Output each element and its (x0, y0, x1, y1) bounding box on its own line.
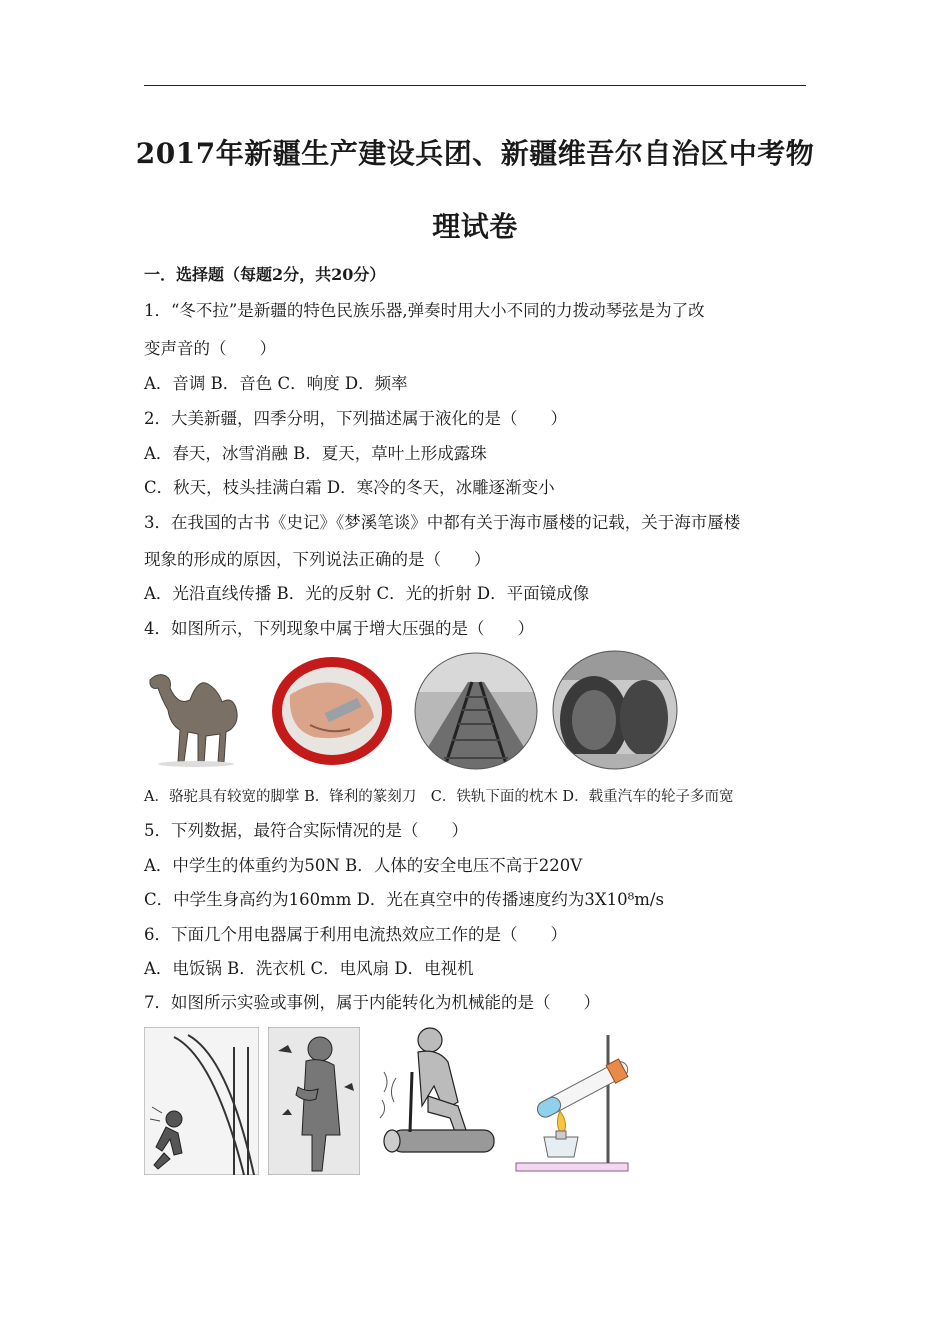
q6-options: A．电饭锅 B．洗衣机 C．电风扇 D．电视机 (144, 959, 474, 978)
section-heading: 一．选择题（每题2分，共20分） (144, 265, 386, 284)
fire-drilling-illustration-icon (372, 1022, 502, 1174)
test-tube-heating-illustration-icon (512, 1025, 634, 1175)
camel-photo-icon (144, 660, 248, 770)
q6-stem: 6．下面几个用电器属于利用电流热效应工作的是（ ） (144, 925, 567, 944)
railway-track-photo-icon (414, 652, 538, 770)
q4-stem: 4．如图所示，下列现象中属于增大压强的是（ ） (144, 619, 534, 638)
q1-stem-line2: 变声音的（ ） (144, 339, 276, 358)
q2-options-line2: C．秋天，枝头挂满白霜 D．寒冷的冬天，冰雕逐渐变小 (144, 478, 555, 497)
exam-title-line2: 理试卷 (432, 210, 518, 243)
q5-stem: 5．下列数据，最符合实际情况的是（ ） (144, 821, 468, 840)
q3-options: A．光沿直线传播 B．光的反射 C．光的折射 D．平面镜成像 (144, 584, 590, 603)
q1-options: A．音调 B．音色 C．响度 D．频率 (144, 374, 408, 393)
header-rule (144, 85, 806, 86)
q2-stem: 2．大美新疆，四季分明，下列描述属于液化的是（ ） (144, 409, 567, 428)
q5-options-line2: C．中学生身高约为160mm D．光在真空中的传播速度约为3X10⁸m/s (144, 890, 664, 909)
q3-stem-line2: 现象的形成的原因，下列说法正确的是（ ） (144, 550, 491, 569)
q5-options-line1: A．中学生的体重约为50N B．人体的安全电压不高于220V (144, 856, 583, 875)
carving-knife-photo-icon (270, 655, 394, 767)
q2-options-line1: A．春天，冰雪消融 B．夏天，草叶上形成露珠 (144, 444, 487, 463)
hand-warming-illustration-icon (268, 1027, 360, 1175)
slide-illustration-icon (144, 1027, 259, 1175)
exam-title-line1: 2017年新疆生产建设兵团、新疆维吾尔自治区中考物 (135, 137, 815, 170)
q3-stem-line1: 3．在我国的古书《史记》《梦溪笔谈》中都有关于海市蜃楼的记载，关于海市蜃楼 (144, 513, 741, 532)
q4-caption: A．骆驼具有较宽的脚掌 B．锋利的篆刻刀 C．铁轨下面的枕木 D．载重汽车的轮子多而宽 (144, 789, 734, 805)
q1-stem-line1: 1．“冬不拉”是新疆的特色民族乐器,弹奏时用大小不同的力拨动琴弦是为了改 (144, 301, 705, 320)
q7-stem: 7．如图所示实验或事例，属于内能转化为机械能的是（ ） (144, 993, 600, 1012)
truck-wheel-photo-icon (552, 650, 678, 770)
